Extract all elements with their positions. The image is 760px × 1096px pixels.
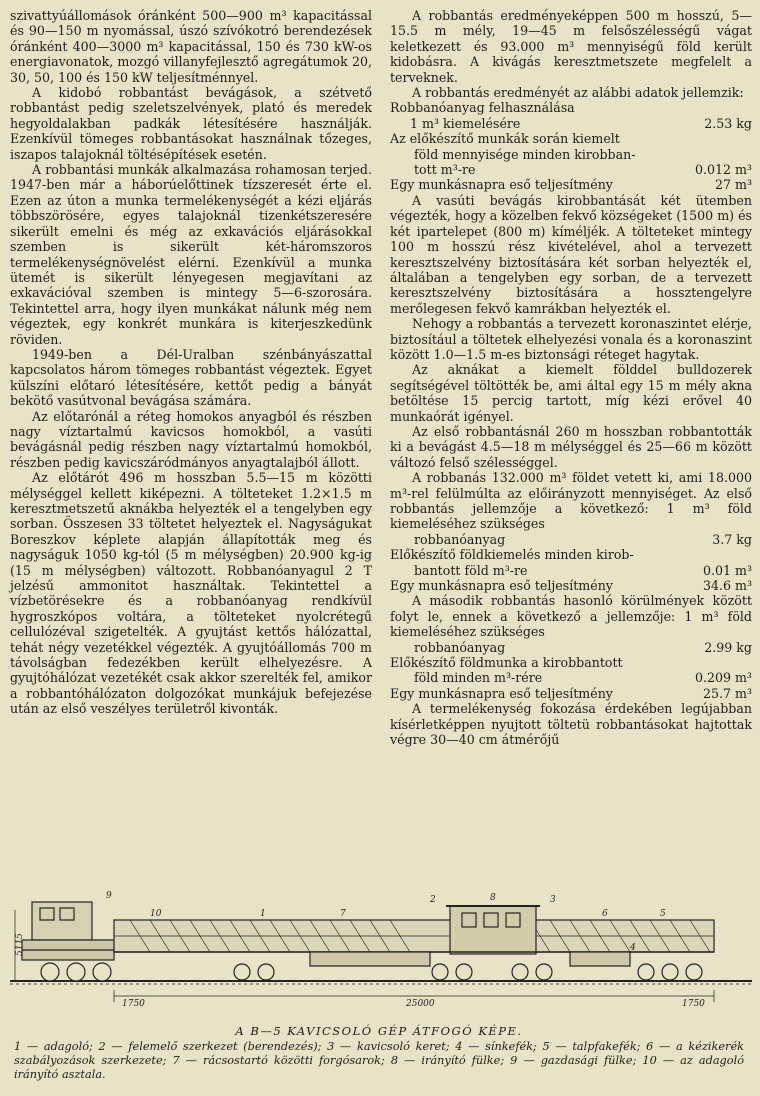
figure-caption xyxy=(14,1024,744,1082)
dimension-label: 5115 xyxy=(15,933,25,956)
data-table-2 xyxy=(390,532,752,594)
paragraph: A második robbantás hasonló körülmények között folyt le, ennek a következő a jellemzője: 1 m³ föld kiemeléséhez szükséges xyxy=(390,593,752,640)
row-label: tott m³-re xyxy=(414,162,476,178)
paragraph: szivattyúállomások óránként 500—900 m³ kapacitással és 90—150 m nyomással, úszó szívókotró berendezések óránként 400—3000 m³ kapacitással, 150 és 730 kW-os energiavonatok, mozgó villanyfejlesztő agregátumok 20, 30, 50, 100 és 150 kW teljesítménnyel. xyxy=(10,8,372,85)
table-row xyxy=(390,177,752,192)
row-label: föld mennyisége minden kirobban- xyxy=(414,146,636,162)
row-label: bantott föld m³-re xyxy=(414,562,528,578)
row-value: 0.01 m³ xyxy=(702,562,752,578)
dimension-label: 1750 xyxy=(122,999,145,1009)
table-row xyxy=(390,162,752,177)
data-table-3 xyxy=(390,640,752,702)
callout-number: 8 xyxy=(490,893,496,903)
dimension-label: 25000 xyxy=(406,999,435,1009)
callout-number: 5 xyxy=(660,909,666,919)
paragraph: Az előtárót 496 m hosszban 5.5—15 m közötti mélységgel kellett kiképezni. A tölteteket 1.2×1.5 m keresztmetszetű aknákba helyezték el a tengelyben egy sorban. Összesen 33 töltetet helyeztek el. Nagyságukat Boreszkov képlete alapján állapították meg és nagyságuk 1050 kg-tól (5 m mélységben) 20.900 kg-ig (15 m mélységben) változott. Robbanóanyagul 2 T jelzésű ammonitot használtak. Tekintettel a vízbetörésekre és a robbanóanyag rendkívül hygroszkópos voltára, a tölteteket nyolcrétegű cellulózéval szigetelték. A gyujtást kettős hálózattal, tehát négy vezetékkel végezték. A gyujtóállomás 700 m távolságban fedezékben került elhelyezésre. A gyujtóhálózat vezetékét csak akkor szerelték fel, amikor a robbantóhálózaton dolgozókat munkájuk befejezése után az első veszélyes területről kivonták. xyxy=(10,470,372,717)
paragraph: Az aknákat a kiemelt földdel bulldozerek segítségével töltötték be, ami által egy 15 m mély akna betöltése 15 percig tartott, míg kézi erővel 40 munkaórát igényel. xyxy=(390,362,752,424)
row-label: Egy munkásnapra eső teljesítmény xyxy=(390,177,613,193)
callout-number: 2 xyxy=(430,895,436,905)
row-value: 0.209 m³ xyxy=(694,670,752,686)
table-row xyxy=(390,578,752,593)
table-row xyxy=(390,532,752,547)
row-label: Egy munkásnapra eső teljesítmény xyxy=(390,578,613,594)
table-row xyxy=(390,640,752,655)
row-value: 3.7 kg xyxy=(712,531,752,547)
left-text-column xyxy=(10,8,372,717)
callout-number: 6 xyxy=(602,909,608,919)
caption-title: A B—5 KAVICSOLÓ GÉP ÁTFOGÓ KÉPE. xyxy=(235,1024,523,1038)
row-label: föld minden m³-rére xyxy=(414,670,543,686)
right-text-column xyxy=(390,8,752,748)
callout-number: 3 xyxy=(550,895,556,905)
row-value: 2.53 kg xyxy=(704,115,752,131)
callout-number: 7 xyxy=(340,909,346,919)
row-value: 27 m³ xyxy=(714,177,752,193)
paragraph: A robbantási munkák alkalmazása rohamosan terjed. 1947-ben már a háborúelőttinek tízszeresét érte el. Ezen az úton a munka termelékenységét a kézi eljárás többszörösére, egyes talajoknál tizenkétszeresére sikerült emelni és még az exkavációs eljárásokkal szemben is sikerült két-háromszoros termelékenységnövelést elérni. Ezenkívül a munka ütemét is sikerült lényegesen megjavítani az exkavációval szemben is mintegy 5—6-szorosára. Tekintettel arra, hogy ilyen munkákat nálunk még nem végeztek, egy konkrét munkára is kiterjeszkedünk röviden. xyxy=(10,162,372,347)
callout-number: 1 xyxy=(260,909,266,919)
callout-number: 10 xyxy=(150,909,162,919)
row-label: Az előkészítő munkák során kiemelt xyxy=(390,131,620,147)
paragraph: 1949-ben a Dél-Uralban szénbányászattal kapcsolatos három tömeges robbantást végeztek. Egyet külszíni előtaró létesítésére, kettőt pedig a bányát bekötő vasútvonal bevágása számára. xyxy=(10,346,372,409)
row-label: robbanóanyag xyxy=(414,639,506,655)
table-row xyxy=(390,670,752,685)
paragraph: A termelékenység fokozása érdekében legújabban kísérletképpen nyujtott töltetü robbantásokat hajtottak végre 30—40 cm átmérőjű xyxy=(390,701,752,748)
row-value: 0.012 m³ xyxy=(694,162,752,178)
row-label: Előkészítő földmunka a kirobbantott xyxy=(390,655,623,671)
caption-text: 1 — adagoló; 2 — felemelő szerkezet (berendezés); 3 — kavicsoló keret; 4 — sínkefék; 5 — talpfakefék; 6 — a kézikerék szabályozások szerkezete; 7 — rácsostartó közötti forgósarok; 8 — irányító fülke; 9 — gazdasági fülke; 10 — az adagoló irányító asztala. xyxy=(14,1040,744,1081)
machine-drawing xyxy=(10,880,752,1020)
row-value: 25.7 m³ xyxy=(702,685,752,701)
row-label: Előkészítő földkiemelés minden kirob- xyxy=(390,547,634,563)
paragraph: A robbanás 132.000 m³ földet vetett ki, ami 18.000 m³-rel felülmúlta az előirányzott mennyiséget. Az első robbantás jellemzője a következő: 1 m³ föld kiemeléséhez szükséges xyxy=(390,470,752,532)
paragraph: A vasúti bevágás kirobbantását két ütemben végezték, hogy a közelben fekvő községeket (1500 m) és két ipartelepet (800 m) kíméljék. A tölteteket mintegy 100 m hosszú rész kivételével, ahol a tervezett keresztszelvény biztosítására két sorban helyezték el, általában a tengelyben egy sorban, de a tervezett keresztszelvény biztosítására a hossztengelyre merőlegesen fekvő kamrákban helyezték el. xyxy=(390,192,752,316)
table-row xyxy=(390,686,752,701)
row-value: 34.6 m³ xyxy=(702,578,752,594)
paragraph: A kidobó robbantást bevágások, a szétvető robbantást pedig szeletszelvények, plató és meredek hegyoldalakban padkák létesítésére használják. Ezenkívül tömeges robbantásokat használnak tőzeges, iszapos talajoknál töltésépítések esetén. xyxy=(10,85,372,162)
dimension-label: 1750 xyxy=(682,999,705,1009)
paragraph: A robbantás eredményét az alábbi adatok jellemzik: xyxy=(412,85,744,101)
table-row xyxy=(390,563,752,578)
paragraph: A robbantás eredményeképpen 500 m hosszú, 5—15.5 m mély, 19—45 m felsőszélességű vágat keletkezett és 93.000 m³ mennyiségű föld került kidobásra. A kivágás keresztmetszete megfelelt a terveknek. xyxy=(390,8,752,85)
paragraph: Nehogy a robbantás a tervezett koronaszintet elérje, biztosítául a töltetek elhelyezési vonala és a koronaszint között 1.0—1.5 m-es biztonsági réteget hagytak. xyxy=(390,316,752,362)
row-label: Egy munkásnapra eső teljesítmény xyxy=(390,685,613,701)
callout-number: 9 xyxy=(106,891,112,901)
row-label: robbanóanyag xyxy=(414,531,506,547)
table-row xyxy=(390,116,752,131)
data-table-1 xyxy=(390,100,752,192)
paragraph: Az előtarónál a réteg homokos anyagból és részben nagy víztartalmú kavicsos homokból, a vasúti bevágásnál pedig részben nagy víztartalmú homokból, részben pedig kavicszáródmányos anyagtalajból állott. xyxy=(10,408,372,470)
callout-number: 4 xyxy=(630,943,636,953)
table-heading: Robbanóanyag felhasználása xyxy=(390,100,575,116)
row-value: 2.99 kg xyxy=(704,639,752,655)
row-label: 1 m³ kiemelésére xyxy=(410,115,521,131)
paragraph: Az első robbantásnál 260 m hosszban robbantották ki a bevágást 4.5—18 m mélységgel és 25—66 m között változó felső szélességgel. xyxy=(390,423,752,470)
